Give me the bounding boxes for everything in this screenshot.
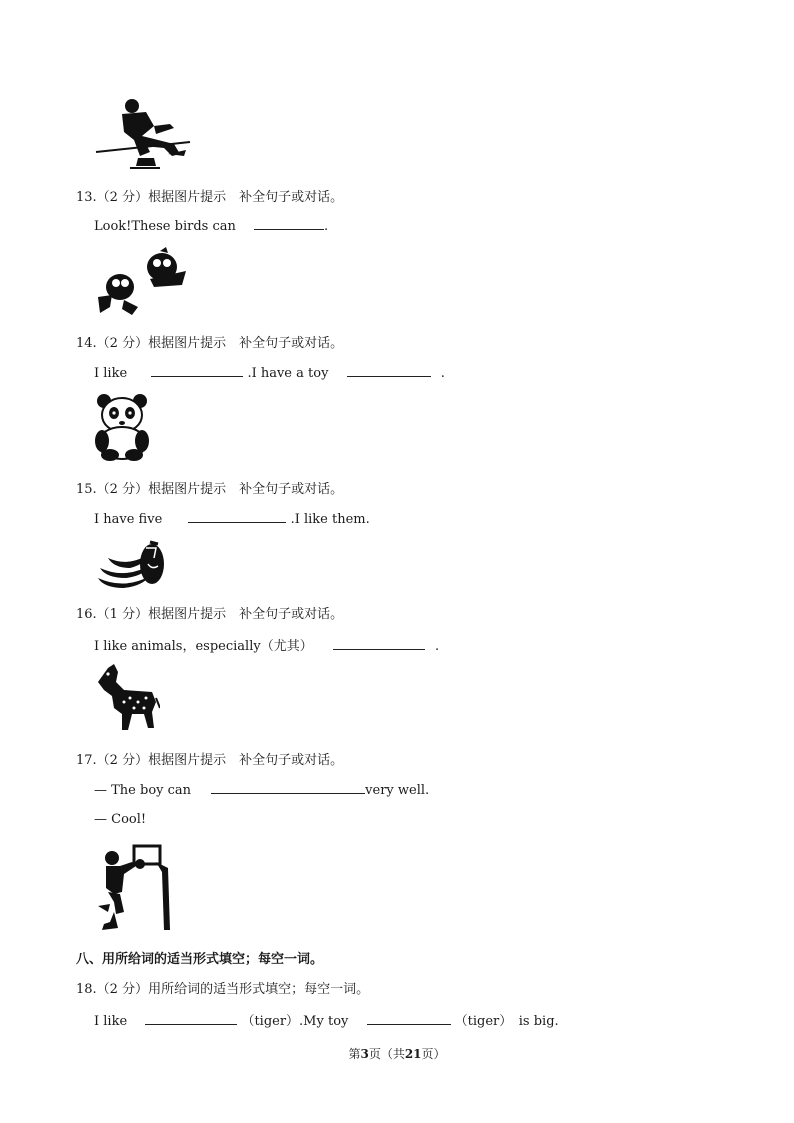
footer-page-number: 3 [360,1047,369,1061]
question-13-text-a: Look!These birds can [94,219,236,234]
question-18-blank-1[interactable] [145,1012,237,1025]
question-14-text-a: I like [94,366,128,381]
question-18-text-a: I like [94,1014,128,1029]
question-14-text-b: .I have a toy [247,366,329,381]
question-17-reply: — Cool! [94,812,147,827]
question-14-text-c: . [440,366,445,381]
question-16-text-b: . [434,639,440,654]
question-17-sentence [94,781,429,798]
question-14-title: 14.（2 分）根据图片提示 补全句子或对话。 [76,336,344,351]
question-18-sentence [94,1010,559,1029]
footer-prefix: 第 [348,1047,361,1061]
question-15-text-b: .I like them. [290,512,370,527]
skater-picture [94,96,194,174]
question-18-text-b: （tiger）.My toy [241,1014,349,1029]
question-13-text-b: . [324,219,329,234]
bananas-picture [94,538,168,590]
birds-picture [94,245,194,320]
page-footer [0,1045,794,1062]
question-16-title: 16.（1 分）根据图片提示 补全句子或对话。 [76,607,344,622]
footer-middle: 页（共 [368,1047,405,1061]
question-17-title: 17.（2 分）根据图片提示 补全句子或对话。 [76,753,344,768]
question-16-text-a: I like animals，especially（尤其） [94,639,313,654]
question-15-text-a: I have five [94,512,163,527]
question-15-sentence [94,510,370,527]
question-18-blank-2[interactable] [367,1012,451,1025]
question-16-blank[interactable] [333,637,425,650]
question-17-text-b: very well. [365,783,430,798]
question-14-blank-1[interactable] [151,364,243,377]
question-13-title: 13.（2 分）根据图片提示 补全句子或对话。 [76,190,344,205]
question-18-title: 18.（2 分）用所给词的适当形式填空；每空一词。 [76,982,370,997]
question-14-sentence [94,364,445,381]
question-13-blank[interactable] [254,217,324,230]
question-14-blank-2[interactable] [347,364,431,377]
panda-picture [94,393,150,461]
footer-suffix: 页） [421,1047,446,1061]
question-16-sentence [94,635,439,654]
question-17-blank[interactable] [211,781,365,794]
question-15-blank[interactable] [188,510,286,523]
question-17-text-a: — The boy can [94,783,192,798]
footer-total-pages: 21 [404,1047,422,1061]
zebra-picture [94,662,160,734]
question-15-title: 15.（2 分）根据图片提示 补全句子或对话。 [76,482,344,497]
basketball-boy-picture [94,842,174,932]
question-13-sentence [94,217,328,234]
section-8-heading: 八、用所给词的适当形式填空；每空一词。 [76,952,324,967]
question-18-text-c: （tiger） is big. [454,1014,559,1029]
